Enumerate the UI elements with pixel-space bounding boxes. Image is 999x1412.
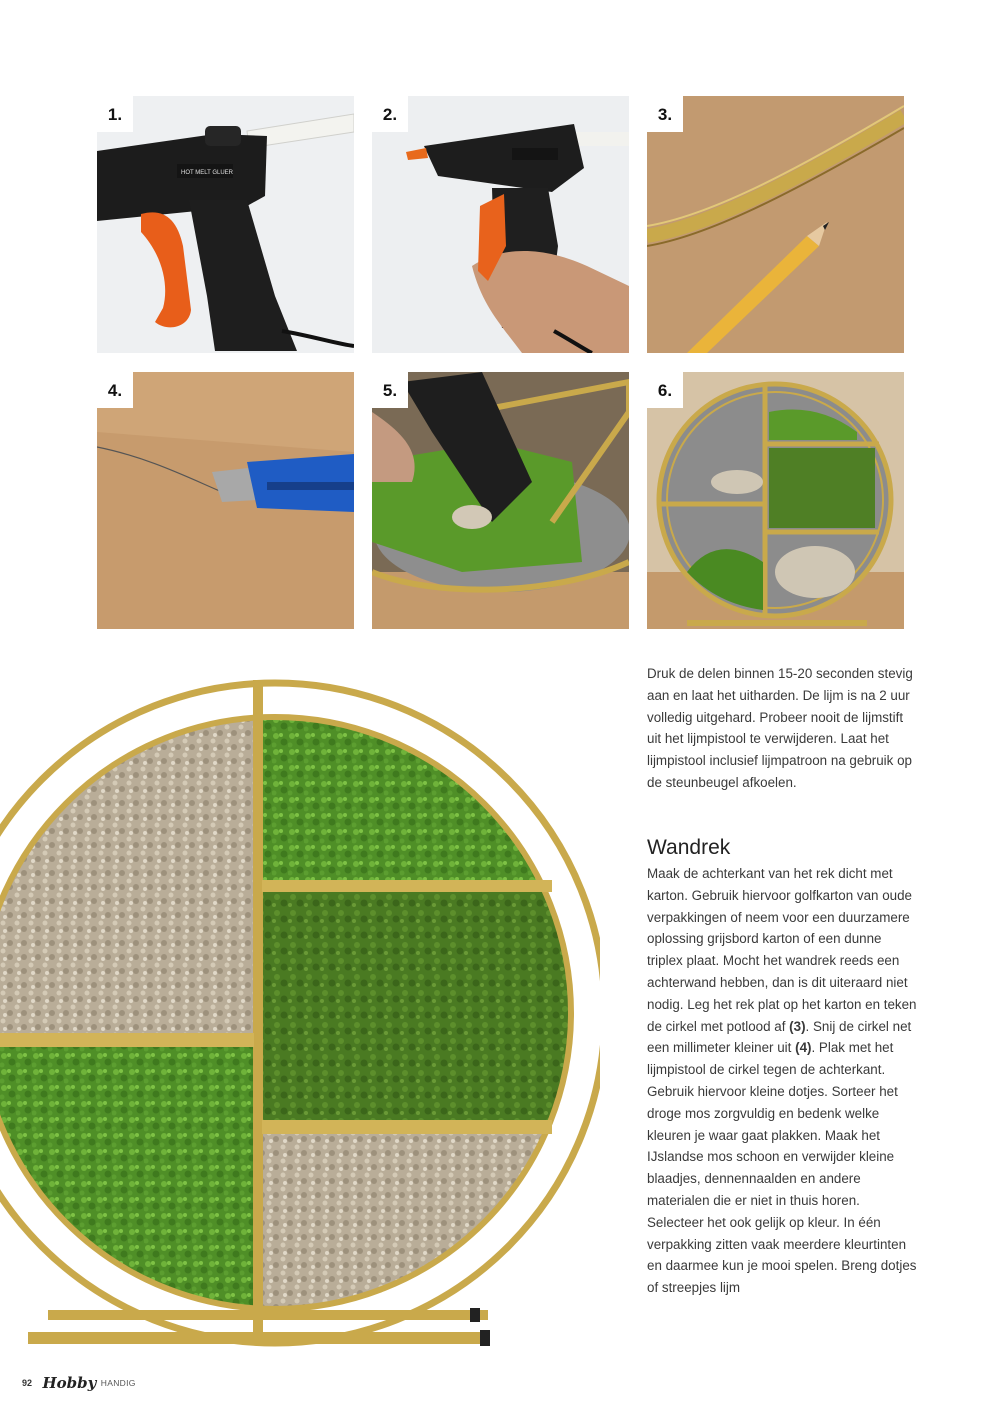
text-segment: . Snij de cirkel net een millimeter kleiner uit <box>647 1018 912 1056</box>
svg-text:HOT MELT GLUER: HOT MELT GLUER <box>181 170 234 176</box>
step-number: 5. <box>372 372 408 408</box>
step-photo-1 <box>97 96 354 353</box>
magazine-logo-script: Hobby <box>42 1374 97 1392</box>
page-number: 92 <box>22 1378 33 1388</box>
gluing-moss-illustration <box>372 372 629 629</box>
step-number: 1. <box>97 96 133 132</box>
step-reference: (4) <box>795 1040 812 1056</box>
step-number: 2. <box>372 96 408 132</box>
step-photo-4 <box>97 372 354 629</box>
glue-gun-illustration <box>97 96 354 353</box>
intro-paragraph: Druk de delen binnen 15-20 seconden stevig aan en laat het uitharden. De lijm is na 2 uur volledig uitgehard. Probeer nooit de lijmstift uit het lijmpistool te verwijderen. Laat het lijmpistool inclusief lijmpatroon na gebruik op de steunbeugel afkoelen. <box>647 666 913 790</box>
section-heading: Wandrek <box>647 836 731 859</box>
text-segment: Maak de achterkant van het rek dicht met karton. Gebruik hiervoor golfkarton van oude verpakkingen of neem voor een duurzamere oplossing grijsbord karton of een dunne triplex plaat. Mocht het wandrek reeds een achterwand hebben, dan is dit uiteraard niet nodig. Leg het rek plat op het karton en teken de cirkel met potlood af <box>647 866 917 1034</box>
step-photo-5 <box>372 372 629 629</box>
round-moss-shelf-wip-illustration <box>647 372 904 629</box>
hand-with-glue-gun-illustration <box>372 96 629 353</box>
step-photo-3 <box>647 96 904 353</box>
cutter-knife-illustration <box>97 372 354 629</box>
magazine-logo-caps: HANDIG <box>100 1378 136 1388</box>
step-number: 3. <box>647 96 683 132</box>
step-photo-2 <box>372 96 629 353</box>
step-number: 6. <box>647 372 683 408</box>
moss-wall-shelf-photo <box>0 668 600 1368</box>
text-segment: . Plak met het lijmpistool de cirkel tegen de achterkant. Gebruik hiervoor kleine dotjes. Sorteer het droge mos zorgvuldig en bedenk welke kleuren je waar gaat plakken. Maak het IJslandse mos schoon en verwijder kleine blaadjes, dennennaalden en andere materialen die er niet in thuis horen. Selecteer het ook gelijk op kleur. In één verpakking zitten vaak meerdere kleurtinten en daarmee kun je mooi spelen. Breng dotjes of streepjes lijm <box>647 1040 917 1296</box>
step-number: 4. <box>97 372 133 408</box>
page-footer <box>22 1374 136 1392</box>
pencil-tracing-illustration <box>647 96 904 353</box>
section-paragraph <box>647 863 917 1299</box>
step-photo-6 <box>647 372 904 629</box>
step-reference: (3) <box>789 1018 806 1034</box>
